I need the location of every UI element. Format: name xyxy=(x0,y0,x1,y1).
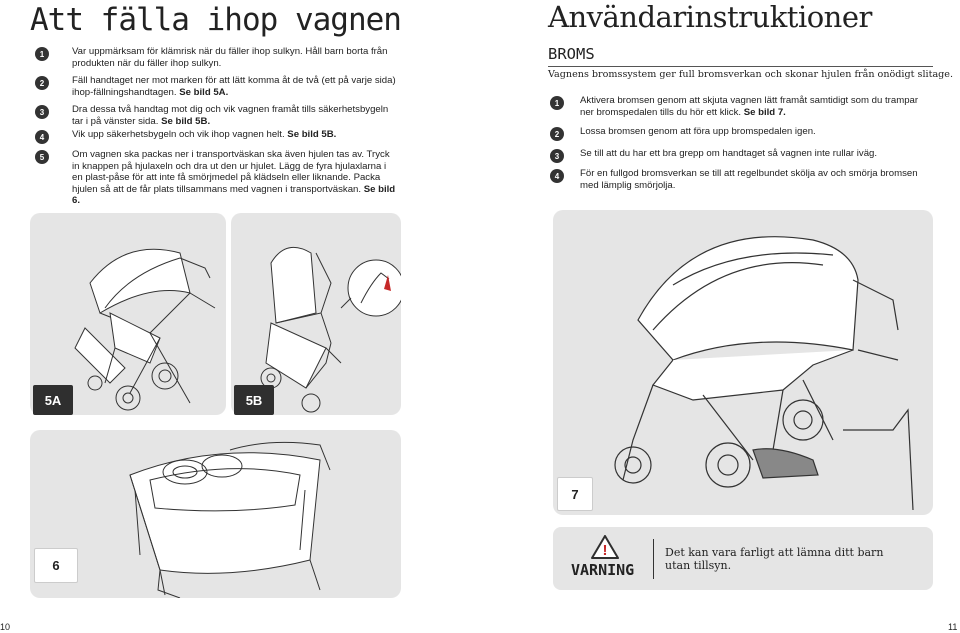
step-3 xyxy=(35,105,397,127)
page-number-left: 10 xyxy=(0,622,11,632)
step-number: 2 xyxy=(35,76,49,90)
figure-label-5b: 5B xyxy=(234,385,274,415)
warning-box xyxy=(553,527,933,590)
figure-reference: Se bild 5B. xyxy=(287,129,337,140)
page-title-right: Användarinstruktioner xyxy=(548,0,872,34)
step-text: Var uppmärksam för klämrisk när du fäller ihop sulkyn. Håll barn borta från produkten när du fäller ihop sulkyn. xyxy=(72,46,388,69)
step-number: 4 xyxy=(35,130,49,144)
step-number: 1 xyxy=(35,47,49,61)
warning-label: VARNING xyxy=(571,561,635,579)
step-number: 5 xyxy=(35,150,49,164)
step-5 xyxy=(35,150,398,207)
brake-step-4 xyxy=(550,169,922,191)
stroller-brake-illustration xyxy=(553,210,933,515)
figure-6 xyxy=(30,430,401,598)
brake-step-3 xyxy=(550,149,930,163)
step-number: 2 xyxy=(550,127,564,141)
step-2 xyxy=(35,76,405,98)
step-number: 4 xyxy=(550,169,564,183)
figure-reference: Se bild 7. xyxy=(743,106,786,118)
section-subtitle: Vagnens bromssystem ger full bromsverkan och skonar hjulen från onödigt slitage. xyxy=(548,69,954,80)
step-1 xyxy=(35,47,395,69)
step-number: 1 xyxy=(550,96,564,110)
figure-label-5a: 5A xyxy=(33,385,73,415)
figure-reference: Se bild 5A. xyxy=(179,86,229,98)
warning-divider xyxy=(653,539,654,579)
figure-reference: Se bild 5B. xyxy=(161,115,211,127)
step-text: Vik upp säkerhetsbygeln och vik ihop vagnen helt. Se bild 5B. xyxy=(72,129,337,140)
page-number-right: 11 xyxy=(948,622,958,632)
transport-bag-illustration xyxy=(30,430,401,598)
step-text: Fäll handtaget ner mot marken för att lätt komma åt de två (ett på varje sida) ihop-fällningshandtagen. Se bild 5A. xyxy=(72,75,396,98)
step-4 xyxy=(35,130,395,144)
step-text: Lossa bromsen genom att föra upp bromspedalen igen. xyxy=(580,126,816,137)
warning-triangle-icon xyxy=(591,535,619,559)
section-divider xyxy=(548,66,933,67)
step-number: 3 xyxy=(35,105,49,119)
figure-label-7: 7 xyxy=(557,477,593,511)
step-text: Dra dessa två handtag mot dig och vik vagnen framåt tills säkerhetsbygeln tar i på vänster sida. Se bild 5B. xyxy=(72,104,389,127)
page-title-left: Att fälla ihop vagnen xyxy=(30,2,401,38)
warning-text: Det kan vara farligt att lämna ditt barn utan tillsyn. xyxy=(665,546,884,572)
step-text: Se till att du har ett bra grepp om handtaget så vagnen inte rullar iväg. xyxy=(580,148,878,159)
brake-step-1 xyxy=(550,96,930,118)
step-text: För en fullgod bromsverkan se till att regelbundet skölja av och smörja bromsen med lämplig smörjolja. xyxy=(580,168,918,191)
step-number: 3 xyxy=(550,149,564,163)
figure-reference: Se bild 6. xyxy=(72,183,396,206)
figure-label-6: 6 xyxy=(34,548,78,583)
step-text: Aktivera bromsen genom att skjuta vagnen lätt framåt samtidigt som du trampar ner bromspedalen tills du hör ett klick. Se bild 7. xyxy=(580,95,919,118)
section-title: BROMS xyxy=(548,45,595,63)
warning-symbol: ! xyxy=(602,542,608,559)
brake-step-2 xyxy=(550,127,930,141)
figure-7 xyxy=(553,210,933,515)
step-text: Om vagnen ska packas ner i transportväskan ska även hjulen tas av. Tryck in knappen på hjulaxeln och dra ut den ur hjulet. Lägg de fyra hjulaxlarna i en plast-påse för att inte få smörjmedel på klädseln eller liknande. Packa hjulen så att de får plats tillsammans med vagnen i transportväskan. Se bild 6. xyxy=(72,149,396,206)
